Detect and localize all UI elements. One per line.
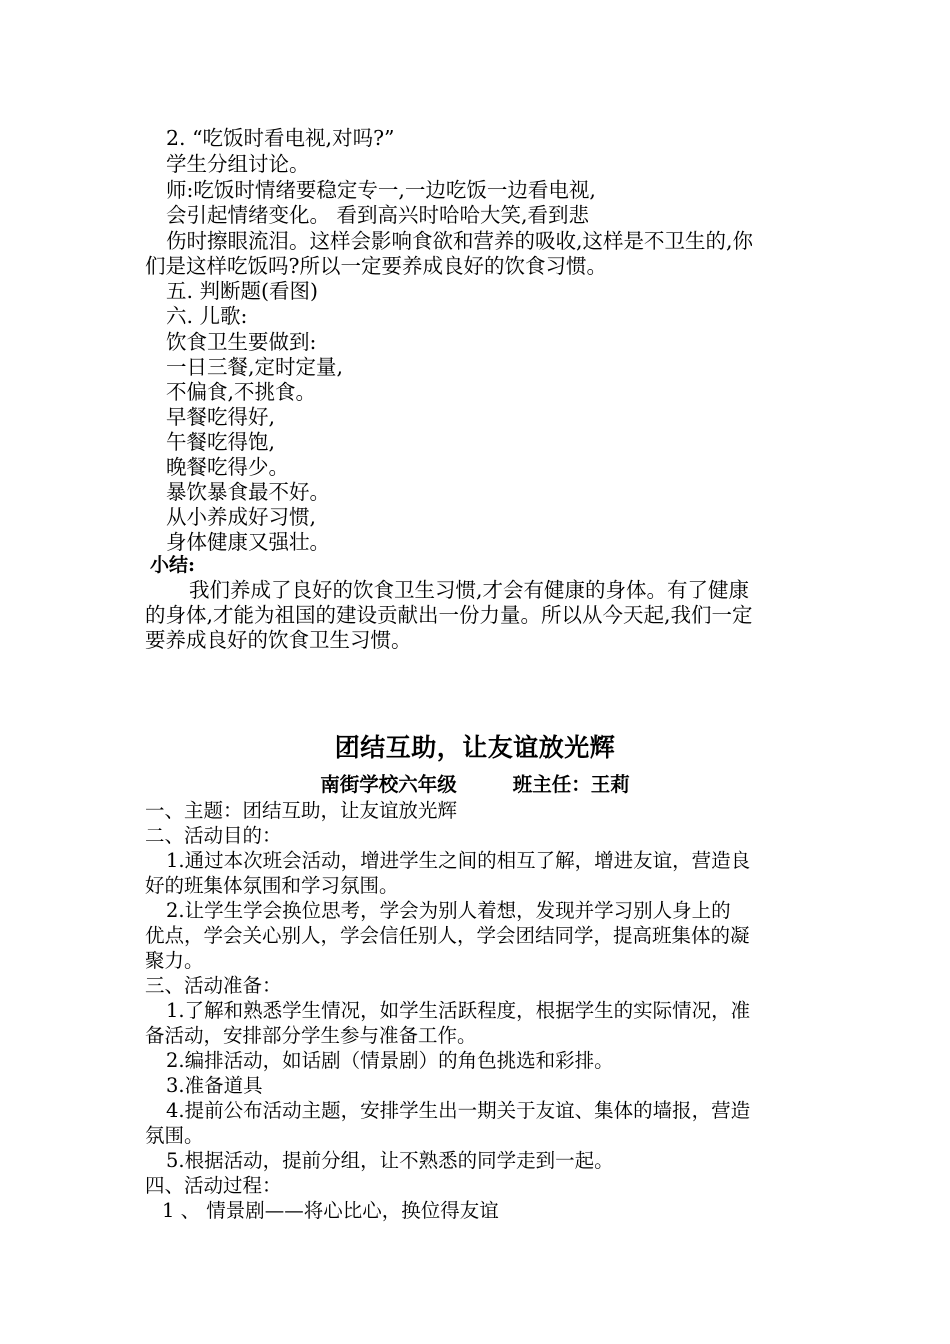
paragraph-line: 4.提前公布活动主题，安排学生出一期关于友谊、集体的墙报，营造 <box>166 1099 751 1122</box>
paragraph-line: 会引起情绪变化。 看到高兴时哈哈大笑,看到悲 <box>166 203 590 227</box>
poem-line: 早餐吃得好, <box>166 405 276 429</box>
poem-line: 一日三餐,定时定量, <box>166 355 344 379</box>
paragraph-line: 学生分组讨论。 <box>166 152 310 176</box>
document-title: 团结互助，让友谊放光辉 <box>334 733 616 762</box>
poem-line: 饮食卫生要做到: <box>166 330 317 354</box>
paragraph-line: 备活动，安排部分学生参与准备工作。 <box>145 1024 477 1047</box>
teacher-name: 班主任：王莉 <box>512 773 630 796</box>
section-heading: 一、主题：团结互助，让友谊放光辉 <box>145 799 458 822</box>
section-heading: 三、活动准备： <box>145 974 282 997</box>
paragraph-line: 5.根据活动，提前分组，让不熟悉的同学走到一起。 <box>166 1149 614 1172</box>
paragraph-line: 2. “吃饭时看电视,对吗?” <box>166 126 395 150</box>
paragraph-line: 3.准备道具 <box>166 1074 263 1097</box>
paragraph-line: 伤时擦眼流泪。这样会影响食欲和营养的吸收,这样是不卫生的,你 <box>166 229 754 253</box>
section-heading: 四、活动过程： <box>145 1174 282 1197</box>
section-heading: 五. 判断题(看图) <box>166 279 319 303</box>
paragraph-line: 1.通过本次班会活动，增进学生之间的相互了解，增进友谊，营造良 <box>166 849 751 872</box>
paragraph-line: 2.让学生学会换位思考，学会为别人着想，发现并学习别人身上的 <box>166 899 731 922</box>
summary-line: 我们养成了良好的饮食卫生习惯,才会有健康的身体。有了健康 <box>189 578 750 602</box>
school-name: 南街学校六年级 <box>320 773 457 796</box>
paragraph-line: 2.编排活动，如话剧（情景剧）的角色挑选和彩排。 <box>166 1049 614 1072</box>
paragraph-line: 1 、 情景剧——将心比心，换位得友谊 <box>162 1199 499 1222</box>
paragraph-line: 聚力。 <box>145 949 204 972</box>
poem-line: 不偏食,不挑食。 <box>166 380 317 404</box>
paragraph-line: 师:吃饭时情绪要稳定专一,一边吃饭一边看电视, <box>166 178 596 202</box>
paragraph-line: 氛围。 <box>145 1124 204 1147</box>
paragraph-line: 优点，学会关心别人，学会信任别人，学会团结同学，提高班集体的凝 <box>145 924 750 947</box>
summary-line: 要养成良好的饮食卫生习惯。 <box>145 628 412 652</box>
summary-line: 的身体,才能为祖国的建设贡献出一份力量。所以从今天起,我们一定 <box>145 603 753 627</box>
section-heading: 六. 儿歌: <box>166 304 248 328</box>
paragraph-line: 1.了解和熟悉学生情况，如学生活跃程度，根据学生的实际情况，准 <box>166 999 751 1022</box>
paragraph-line: 好的班集体氛围和学习氛围。 <box>145 874 399 897</box>
poem-line: 身体健康又强壮。 <box>166 530 330 554</box>
paragraph-line: 们是这样吃饭吗?所以一定要养成良好的饮食习惯。 <box>145 254 607 278</box>
document-subtitle <box>0 772 950 798</box>
poem-line: 午餐吃得饱, <box>166 430 276 454</box>
poem-line: 暴饮暴食最不好。 <box>166 480 330 504</box>
poem-line: 从小养成好习惯, <box>166 505 317 529</box>
section-heading: 二、活动目的： <box>145 824 282 847</box>
poem-line: 晚餐吃得少。 <box>166 455 289 479</box>
summary-heading: 小结: <box>150 554 196 576</box>
